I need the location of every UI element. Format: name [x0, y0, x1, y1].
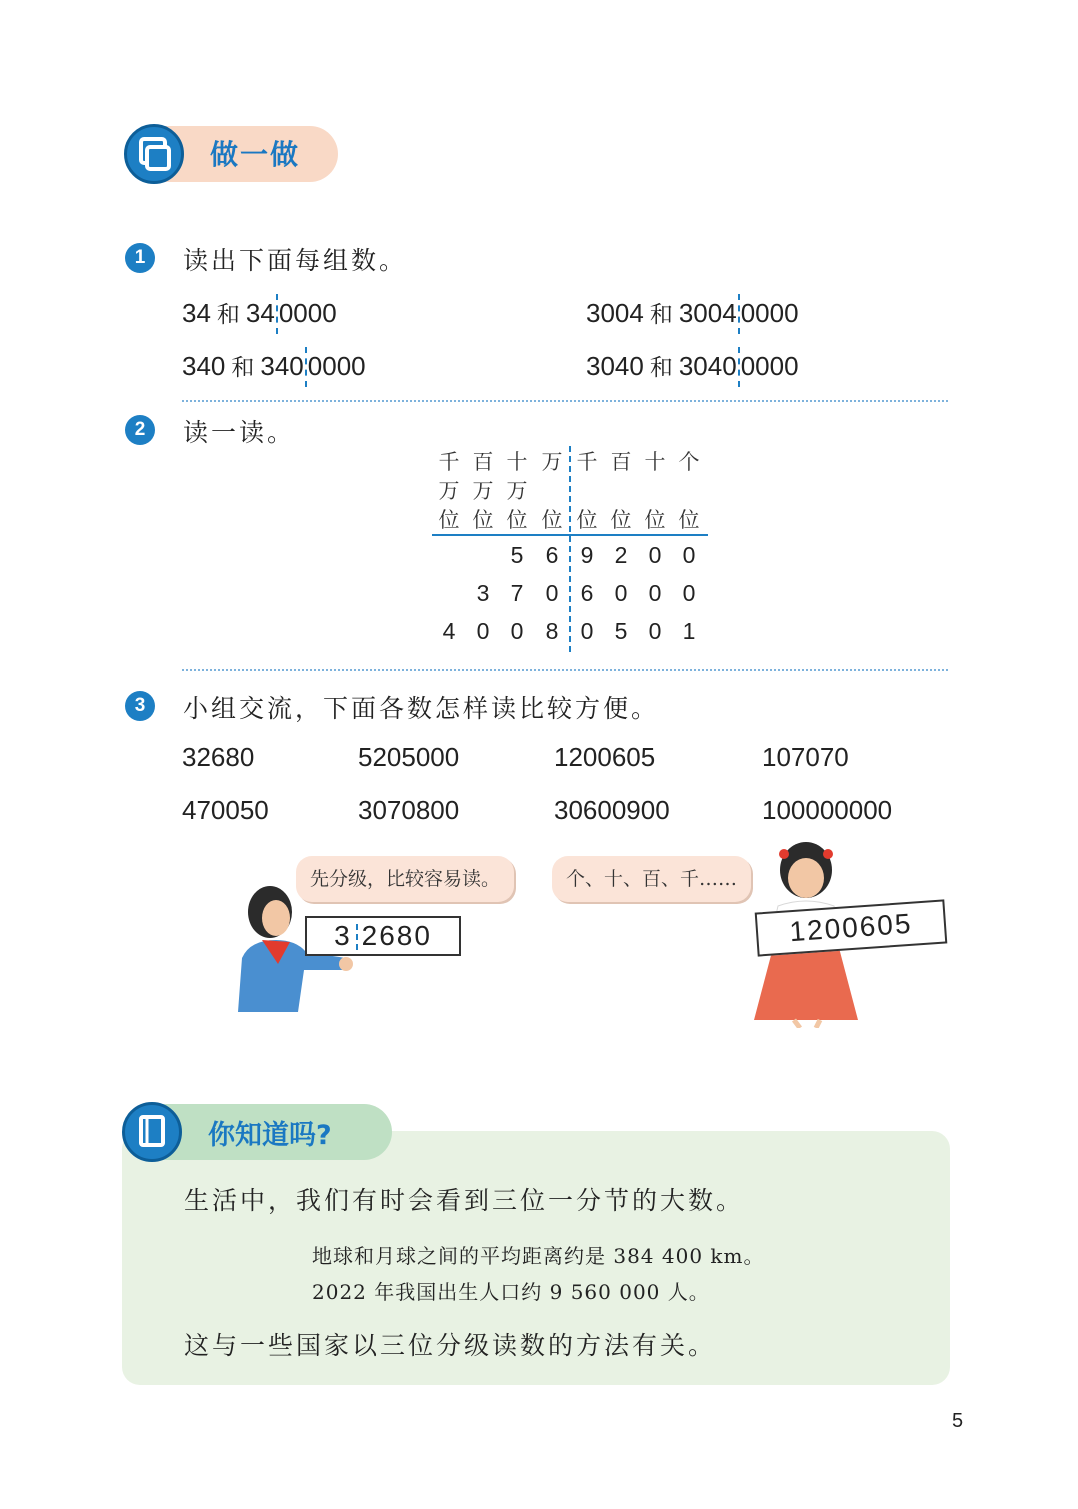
- header-char: 位: [438, 508, 460, 532]
- divider: [182, 669, 948, 671]
- header-char: 十: [506, 450, 528, 474]
- digit: 0: [648, 580, 662, 606]
- header-char: 位: [506, 508, 528, 532]
- digit: 8: [545, 618, 559, 644]
- header-char: 位: [472, 508, 494, 532]
- header-char: 万: [438, 479, 460, 503]
- header-char: 百: [610, 450, 632, 474]
- digit: 5: [614, 618, 628, 644]
- digit: 0: [614, 580, 628, 606]
- level-separator: [738, 347, 740, 387]
- q3-number: 3070800: [358, 795, 460, 825]
- digit: 7: [510, 580, 524, 606]
- q3-number: 1200605: [554, 742, 656, 772]
- question-badge-3: 3: [125, 691, 155, 721]
- digit: 6: [545, 542, 559, 568]
- digit: 0: [682, 542, 696, 568]
- question-3-prompt: 小组交流，下面各数怎样读比较方便。: [183, 694, 660, 723]
- card-digits: 3: [334, 920, 352, 951]
- q1-number: 34: [182, 298, 211, 328]
- page-number: 5: [952, 1410, 964, 1432]
- digit: 0: [682, 580, 696, 606]
- q1-he: 和: [649, 302, 673, 328]
- q3-number: 100000000: [762, 795, 893, 825]
- digit: 0: [648, 542, 662, 568]
- digit: 0: [510, 618, 524, 644]
- q1-number: 340: [260, 351, 304, 381]
- q3-number: 470050: [182, 795, 269, 825]
- q1-number: 340: [182, 351, 226, 381]
- q1-he: 和: [231, 355, 255, 381]
- digit: 5: [510, 542, 524, 568]
- girl-speech-bubble: 个、十、百、千……: [552, 856, 751, 902]
- q1-number: 0000: [740, 351, 799, 381]
- info-title: 你知道吗?: [208, 1120, 332, 1151]
- digit: 6: [580, 580, 594, 606]
- boy-speech-bubble: 先分级，比较容易读。: [296, 856, 514, 902]
- q1-number: 0000: [740, 298, 799, 328]
- q1-he: 和: [649, 355, 673, 381]
- header-char: 千: [576, 450, 598, 474]
- q3-number: 5205000: [358, 742, 460, 772]
- header-char: 位: [678, 508, 700, 532]
- header-char: 位: [541, 508, 563, 532]
- q1-row-3: [182, 347, 366, 387]
- q1-number: 3040: [586, 351, 644, 381]
- header-char: 万: [541, 450, 563, 474]
- q1-row-4: [586, 347, 799, 387]
- header-char: 个: [678, 450, 700, 474]
- divider: [182, 400, 948, 402]
- header-char: 位: [576, 508, 598, 532]
- header-char: 千: [438, 450, 460, 474]
- q3-number: 32680: [182, 742, 255, 772]
- question-badge-1: 1: [125, 243, 155, 273]
- section-title: 做一做: [210, 138, 301, 171]
- boy-number-card: [305, 916, 461, 956]
- header-char: 万: [506, 479, 528, 503]
- book-icon: [122, 1102, 182, 1162]
- q1-row-1: [182, 294, 337, 334]
- q1-number: 0000: [278, 298, 337, 328]
- digit: 0: [580, 618, 594, 644]
- info-line-1: 生活中，我们有时会看到三位一分节的大数。: [184, 1186, 745, 1215]
- digit: 4: [442, 618, 456, 644]
- level-separator: [305, 347, 307, 387]
- q3-number: 30600900: [554, 795, 670, 825]
- q1-number: 3040: [678, 351, 737, 381]
- header-char: 万: [472, 479, 494, 503]
- digit: 2: [614, 542, 628, 568]
- place-value-table: [432, 446, 708, 656]
- question-2-prompt: 读一读。: [183, 418, 296, 447]
- header-char: 位: [610, 508, 632, 532]
- digit: 0: [545, 580, 559, 606]
- q1-number: 3004: [678, 298, 737, 328]
- digit: 0: [476, 618, 490, 644]
- header-char: 百: [472, 450, 494, 474]
- info-line-3: 2022 年我国出生人口约 9 560 000 人。: [312, 1280, 710, 1304]
- activity-icon: [124, 124, 184, 184]
- digit: 0: [648, 618, 662, 644]
- digit: 1: [682, 618, 696, 644]
- digit: 3: [476, 580, 490, 606]
- level-separator: [276, 294, 278, 334]
- header-char: 位: [644, 508, 666, 532]
- q1-number: 0000: [307, 351, 366, 381]
- question-1-prompt: 读出下面每组数。: [183, 246, 408, 275]
- girl-number-card: 1200605: [755, 899, 948, 956]
- place-value-row-2: [432, 580, 708, 610]
- info-line-2: 地球和月球之间的平均距离约是 384 400 km。: [312, 1244, 765, 1268]
- level-separator: [356, 924, 358, 950]
- q1-row-2: [586, 294, 799, 334]
- q3-number: 107070: [762, 742, 849, 772]
- q1-number: 3004: [586, 298, 644, 328]
- card-digits: 2680: [361, 920, 432, 951]
- info-line-4: 这与一些国家以三位分级读数的方法有关。: [184, 1331, 717, 1360]
- digit: 9: [580, 542, 594, 568]
- question-badge-2: 2: [125, 415, 155, 445]
- header-char: 十: [644, 450, 666, 474]
- place-value-row-3: [432, 618, 708, 648]
- q1-he: 和: [216, 302, 240, 328]
- place-value-row-1: [432, 542, 708, 572]
- q1-number: 34: [245, 298, 275, 328]
- level-separator: [738, 294, 740, 334]
